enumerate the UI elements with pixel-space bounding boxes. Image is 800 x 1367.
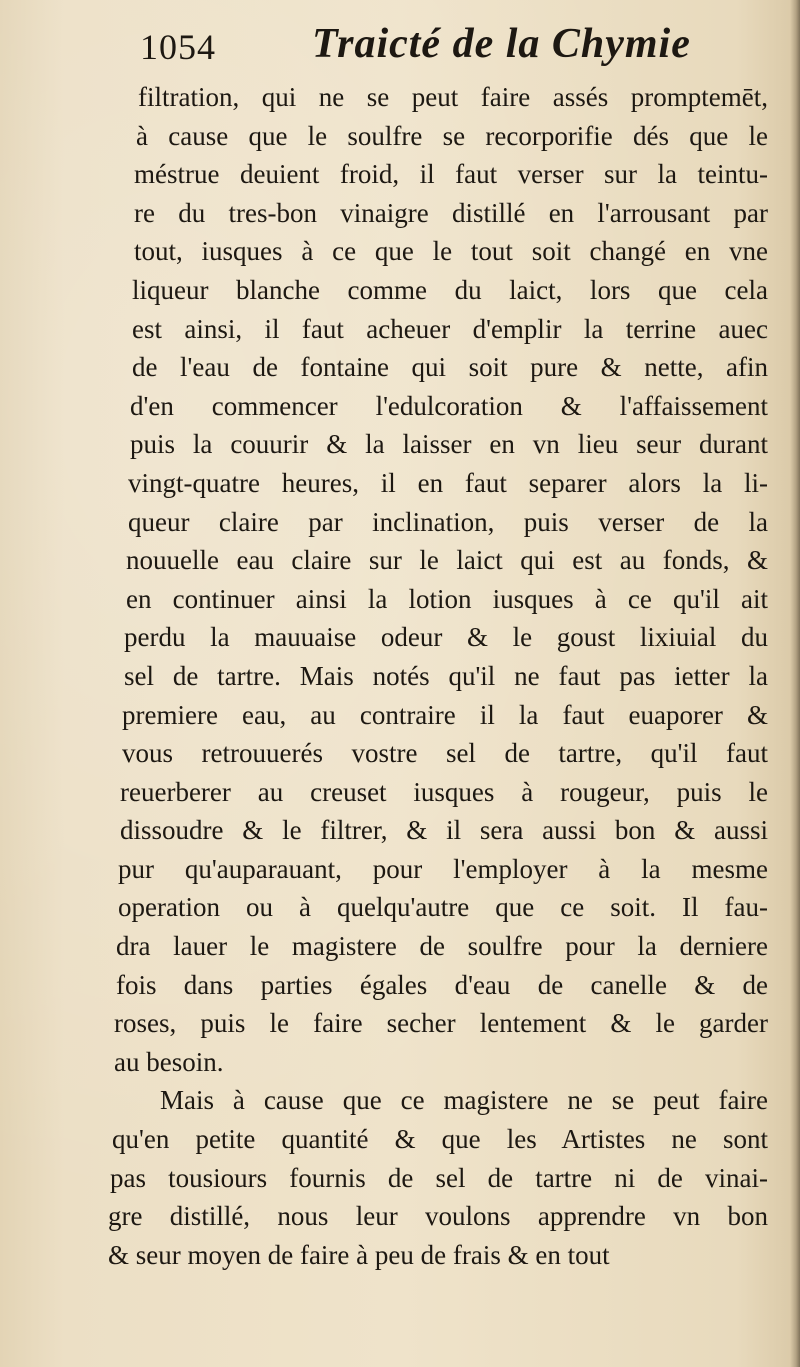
text-line: au besoin. xyxy=(114,1046,224,1077)
text-line: re du tres-bon vinaigre distillé en l'arrousant par xyxy=(134,197,768,228)
text-line: puis la couurir & la laisser en vn lieu seur durant xyxy=(130,429,768,460)
page-header xyxy=(140,20,740,80)
text-line: sel de tartre. Mais notés qu'il ne faut pas ietter la xyxy=(124,660,768,691)
text-line: reuerberer au creuset iusques à rougeur, puis le xyxy=(120,776,768,807)
text-line: à cause que le soulfre se recorporifie dés que le xyxy=(136,120,768,151)
body-text xyxy=(108,78,768,1274)
text-line: vingt-quatre heures, il en faut separer alors la li- xyxy=(128,467,768,498)
text-line: qu'en petite quantité & que les Artistes ne sont xyxy=(112,1124,768,1155)
text-line: en continuer ainsi la lotion iusques à ce qu'il ait xyxy=(126,583,768,614)
text-line: d'en commencer l'edulcoration & l'affaissement xyxy=(130,390,768,421)
text-line: vous retrouuerés vostre sel de tartre, qu'il faut xyxy=(122,738,768,769)
text-line: premiere eau, au contraire il la faut euaporer & xyxy=(122,699,768,730)
text-line: queur claire par inclination, puis verser de la xyxy=(128,506,768,537)
text-line: roses, puis le faire secher lentement & le garder xyxy=(114,1008,768,1039)
page-edge-shadow xyxy=(790,0,800,1367)
text-line: nouuelle eau claire sur le laict qui est au fonds, & xyxy=(126,545,768,576)
text-line: de l'eau de fontaine qui soit pure & nette, afin xyxy=(132,352,768,383)
running-title: Traicté de la Chymie xyxy=(312,21,691,67)
text-line: dissoudre & le filtrer, & il sera aussi bon & aussi xyxy=(120,815,768,846)
text-line: perdu la mauuaise odeur & le goust lixiuial du xyxy=(124,622,768,653)
text-line: méstrue deuient froid, il faut verser sur la teintu- xyxy=(134,159,768,190)
text-line: tout, iusques à ce que le tout soit changé en vne xyxy=(134,236,768,267)
text-line: operation ou à quelqu'autre que ce soit. Il fau- xyxy=(118,892,768,923)
text-line: est ainsi, il faut acheuer d'emplir la terrine auec xyxy=(132,313,768,344)
text-line: Mais à cause que ce magistere ne se peut faire xyxy=(160,1085,768,1116)
text-line: pas tousiours fournis de sel de tartre ni de vinai- xyxy=(110,1162,768,1193)
text-line: liqueur blanche comme du laict, lors que cela xyxy=(132,274,768,305)
text-line: filtration, qui ne se peut faire assés promptemēt, xyxy=(138,82,768,112)
page-number: 1054 xyxy=(140,27,216,67)
text-line: fois dans parties égales d'eau de canelle & de xyxy=(116,969,768,1000)
text-line: gre distillé, nous leur voulons apprendre vn bon xyxy=(108,1201,768,1232)
text-line: dra lauer le magistere de soulfre pour la derniere xyxy=(116,931,768,962)
text-line: pur qu'auparauant, pour l'employer à la mesme xyxy=(118,853,768,884)
text-line: & seur moyen de faire à peu de frais & en tout xyxy=(108,1239,610,1270)
